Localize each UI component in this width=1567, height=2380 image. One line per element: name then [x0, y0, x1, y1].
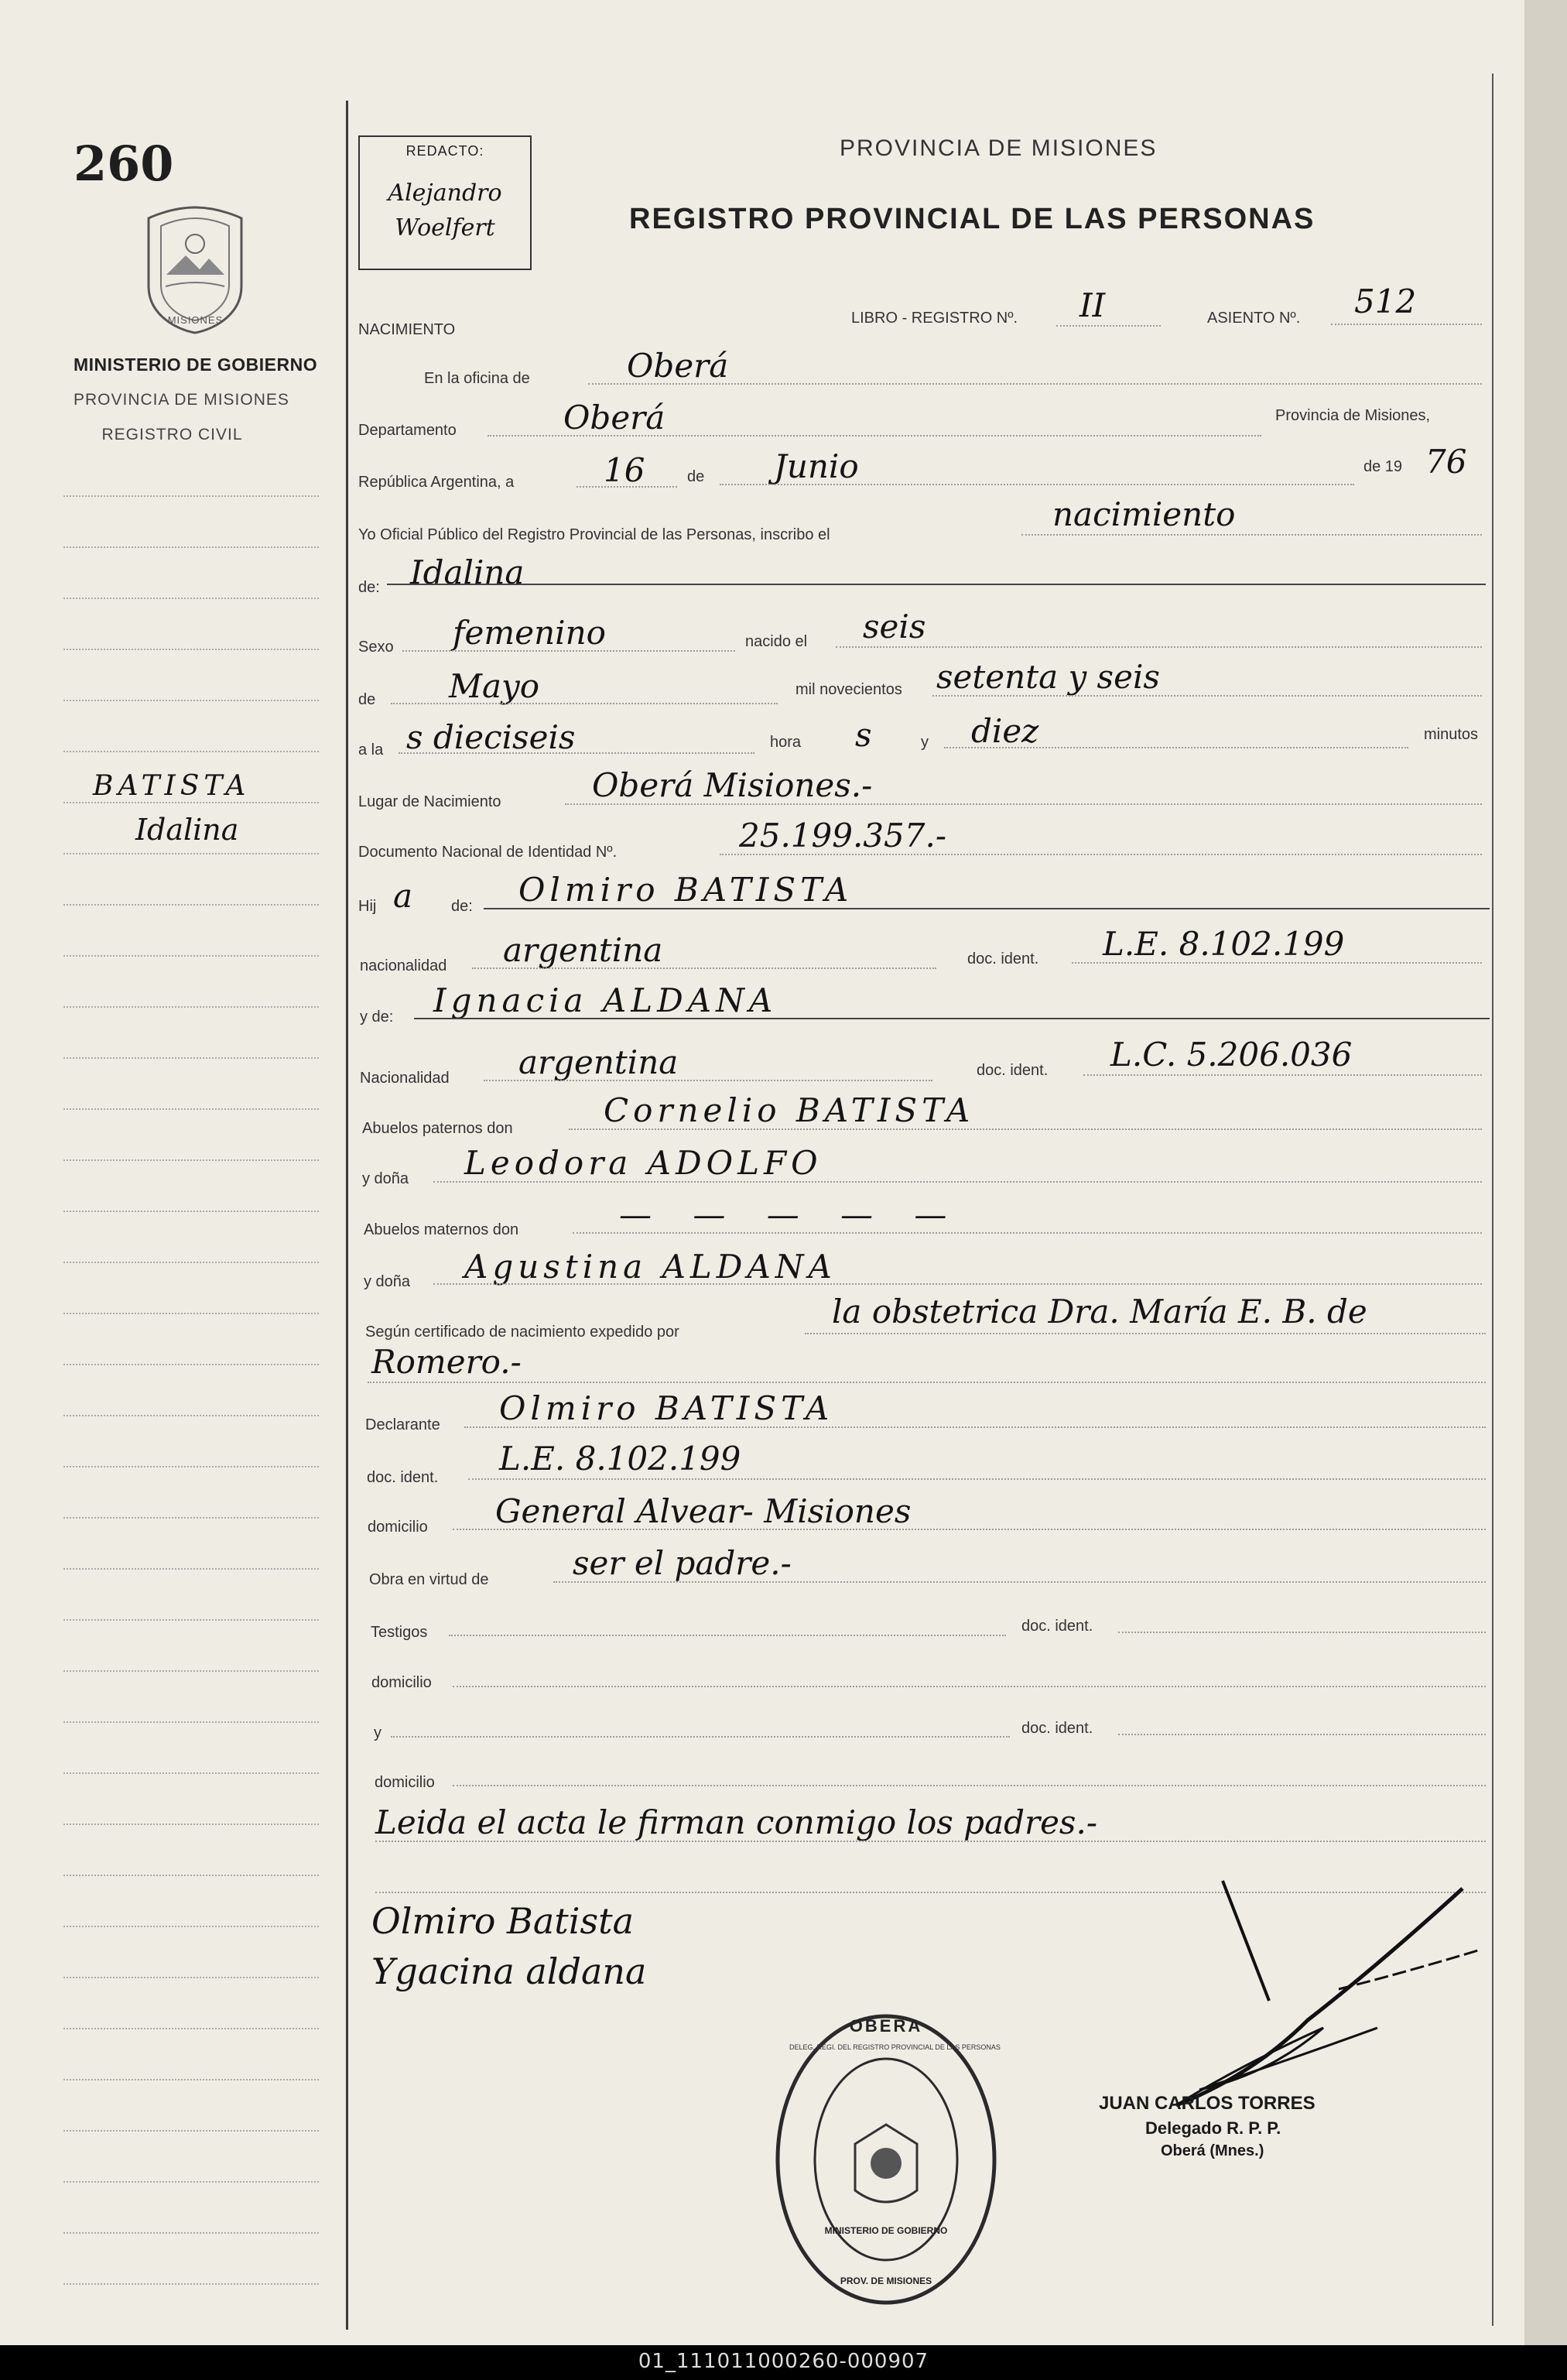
lugar-value: Oberá Misiones.- [592, 766, 873, 804]
departamento-label: Departamento [358, 422, 457, 439]
madre-value: Ignacia ALDANA [433, 981, 778, 1019]
stamp-outer-text: DELEG. REGI. DEL REGISTRO PROVINCIAL DE LAS PERSONAS [789, 2043, 1001, 2051]
minutos-label: minutos [1424, 726, 1479, 743]
nacionalidad-madre-value: argentina [518, 1043, 679, 1081]
mil-label: mil novecientos [795, 681, 902, 698]
docid-padre-label: doc. ident. [967, 950, 1039, 967]
oficina-value: Oberá [627, 347, 729, 385]
redacto-name-line1: Alejandro [388, 180, 502, 207]
y-label: y [921, 734, 929, 751]
delegate-role: Delegado R. P. P. [1145, 2118, 1281, 2138]
ydona-materna-value: Agustina ALDANA [464, 1248, 837, 1286]
anio-value: 76 [1425, 443, 1467, 481]
domicilio-testigo2-label: domicilio [375, 1774, 435, 1791]
redacto-box [358, 135, 532, 270]
nacido-mes: Mayo [449, 667, 540, 705]
nacionalidad-madre-label: Nacionalidad [360, 1070, 450, 1087]
anio-prefix: de 19 [1363, 458, 1403, 475]
docid-madre-label: doc. ident. [977, 1062, 1049, 1079]
ydona-paterna-value: Leodora ADOLFO [464, 1144, 823, 1182]
yde-label: y de: [360, 1009, 394, 1026]
page-edge [1524, 0, 1567, 2345]
sexo-label: Sexo [358, 639, 394, 656]
oficina-label: En la oficina de [424, 370, 530, 387]
lugar-label: Lugar de Nacimiento [358, 793, 501, 810]
header-provincia: PROVINCIA DE MISIONES [840, 135, 1158, 161]
redacto-name-line2: Woelfert [395, 214, 495, 241]
ala-value: s dieciseis [406, 718, 576, 756]
declarante-value: Olmiro BATISTA [499, 1389, 834, 1427]
provincia-misiones-label: Provincia de Misiones, [1275, 407, 1431, 424]
stamp-inner-text: MINISTERIO DE GOBIERNO [824, 2225, 948, 2236]
document-id: 01_111011000260-000907 [638, 2350, 929, 2373]
dia-value: 16 [604, 451, 645, 489]
obra-value: ser el padre.- [573, 1544, 792, 1582]
domicilio-declarante-value: General Alvear- Misiones [495, 1492, 912, 1530]
acto-value: nacimiento [1052, 495, 1236, 533]
margin-rule [346, 101, 348, 2330]
nacido-dia: seis [863, 608, 926, 646]
domicilio-declarante-label: domicilio [368, 1519, 428, 1536]
departamento-value: Oberá [563, 399, 665, 437]
abuelos-paternos-label: Abuelos paternos don [362, 1120, 513, 1137]
dni-value: 25.199.357.- [739, 817, 947, 854]
signature-mother: Ygacina aldana [371, 1950, 647, 1992]
segun-value: la obstetrica Dra. María E. B. de [832, 1293, 1367, 1330]
signature-father: Olmiro Batista [371, 1900, 635, 1942]
hij-suffix: a [393, 877, 413, 915]
docid-declarante-label: doc. ident. [367, 1469, 439, 1486]
registry-title: REGISTRO PROVINCIAL DE LAS PERSONAS [629, 203, 1316, 235]
nacionalidad-padre-value: argentina [503, 931, 663, 969]
ydona-paterna-label: y doña [362, 1170, 409, 1187]
horas-label: hora [770, 734, 802, 751]
de-padre-label: de: [451, 898, 473, 915]
docid-testigo2-label: doc. ident. [1021, 1720, 1093, 1737]
segun-label: Según certificado de nacimiento expedido por [365, 1324, 679, 1341]
de-mes-label: de [358, 691, 376, 708]
horas-suffix: s [855, 716, 872, 754]
nacido-anio: setenta y seis [936, 658, 1160, 696]
seal-caption: MISIONES [167, 314, 224, 326]
obra-label: Obra en virtud de [369, 1571, 489, 1588]
declarante-label: Declarante [365, 1416, 440, 1433]
docid-testigo1-label: doc. ident. [1021, 1618, 1093, 1635]
delegate-place: Oberá (Mnes.) [1161, 2142, 1264, 2159]
y-testigo2-label: y [374, 1724, 381, 1741]
docid-declarante-value: L.E. 8.102.199 [499, 1440, 741, 1478]
mes-value: Junio [774, 447, 859, 485]
docid-padre-value: L.E. 8.102.199 [1103, 925, 1345, 963]
asiento-label: ASIENTO Nº. [1207, 310, 1301, 327]
domicilio-testigo1-label: domicilio [371, 1674, 432, 1691]
footer-bar [0, 2345, 1567, 2380]
abuelos-maternos-label: Abuelos maternos don [364, 1221, 519, 1238]
de-label: de [687, 468, 705, 485]
oficial-label: Yo Oficial Público del Registro Provincial de las Personas, inscribo el [358, 526, 830, 543]
registry-stamp-icon [770, 2008, 1002, 2310]
hij-label: Hij [358, 898, 377, 915]
padre-value: Olmiro BATISTA [518, 871, 854, 909]
republica-label: República Argentina, a [358, 474, 515, 491]
registro-civil-label: REGISTRO CIVIL [101, 426, 243, 443]
testigos-label: Testigos [371, 1624, 428, 1641]
margin-note-surname: BATISTA [93, 770, 251, 802]
asiento-value: 512 [1354, 283, 1417, 320]
stamp-bottom-text: PROV. DE MISIONES [840, 2276, 932, 2286]
ydona-materna-label: y doña [364, 1273, 411, 1290]
redacto-label: REDACTO: [405, 143, 484, 159]
libro-value: II [1079, 286, 1106, 324]
nacido-label: nacido el [745, 633, 808, 650]
libro-label: LIBRO - REGISTRO Nº. [851, 310, 1018, 327]
nacionalidad-padre-label: nacionalidad [360, 957, 447, 974]
minutos-value: diez [971, 712, 1039, 750]
closing-statement: Leida el acta le firman conmigo los padres.- [375, 1803, 1098, 1841]
provincia-label: PROVINCIA DE MISIONES [74, 391, 289, 409]
stamp-city: OBERA [849, 2016, 923, 2036]
abuelos-paternos-value: Cornelio BATISTA [604, 1091, 975, 1129]
dni-label: Documento Nacional de Identidad Nº. [358, 844, 618, 861]
de-nombre-label: de: [358, 579, 380, 596]
ministerio-label: MINISTERIO DE GOBIERNO [74, 354, 318, 375]
docid-madre-value: L.C. 5.206.036 [1110, 1036, 1353, 1074]
nacimiento-label: NACIMIENTO [358, 321, 456, 338]
segun-value-continued: Romero.- [371, 1343, 522, 1381]
folio-number: 260 [74, 135, 174, 192]
sexo-value: femenino [453, 614, 606, 652]
delegate-name: JUAN CARLOS TORRES [1099, 2093, 1316, 2114]
abuelos-maternos-value: — — — — — [619, 1196, 963, 1234]
margin-note-given: Idalina [135, 813, 239, 847]
ala-label: a la [358, 741, 384, 759]
nombre-value: Idalina [410, 553, 525, 591]
